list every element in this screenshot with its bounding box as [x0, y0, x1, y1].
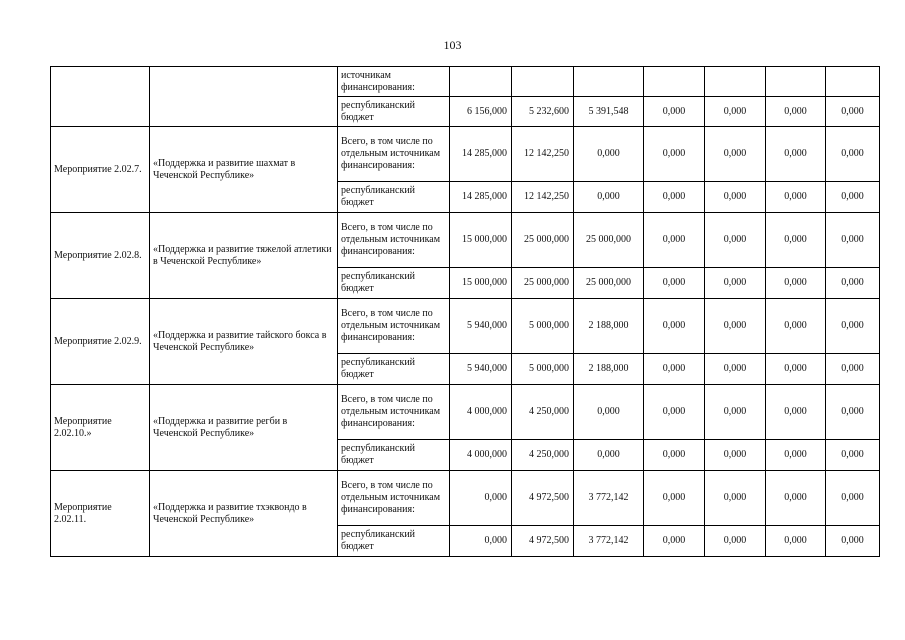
event-title: «Поддержка и развитие тяжелой атлетики в Чеченской Республике»: [150, 213, 338, 299]
amount-cell: 0,000: [705, 526, 766, 557]
amount-cell: 0,000: [766, 268, 826, 299]
amount-cell: 0,000: [766, 299, 826, 354]
amount-cell: [705, 67, 766, 97]
amount-cell: 12 142,250: [512, 127, 574, 182]
amount-cell: 0,000: [644, 127, 705, 182]
page-number: 103: [443, 38, 462, 52]
amount-cell: 14 285,000: [450, 182, 512, 213]
event-title: «Поддержка и развитие регби в Чеченской Республике»: [150, 385, 338, 471]
amount-cell: 0,000: [705, 440, 766, 471]
funding-source: Всего, в том числе по отдельным источникам финансирования:: [338, 213, 450, 268]
funding-source: республиканский бюджет: [338, 526, 450, 557]
funding-source: Всего, в том числе по отдельным источникам финансирования:: [338, 385, 450, 440]
amount-cell: 6 156,000: [450, 97, 512, 127]
amount-cell: 0,000: [705, 127, 766, 182]
amount-cell: 25 000,000: [574, 213, 644, 268]
amount-cell: 0,000: [705, 354, 766, 385]
amount-cell: 15 000,000: [450, 213, 512, 268]
funding-source: республиканский бюджет: [338, 354, 450, 385]
event-id: Мероприятие 2.02.8.: [51, 213, 150, 299]
amount-cell: 0,000: [574, 385, 644, 440]
table-row: [51, 385, 880, 440]
budget-table: [50, 66, 880, 557]
amount-cell: 0,000: [705, 471, 766, 526]
amount-cell: 2 188,000: [574, 354, 644, 385]
funding-source: республиканский бюджет: [338, 268, 450, 299]
amount-cell: 0,000: [644, 299, 705, 354]
amount-cell: 12 142,250: [512, 182, 574, 213]
amount-cell: 0,000: [826, 471, 880, 526]
amount-cell: 0,000: [766, 97, 826, 127]
amount-cell: 3 772,142: [574, 471, 644, 526]
funding-source: республиканский бюджет: [338, 440, 450, 471]
amount-cell: 5 232,600: [512, 97, 574, 127]
amount-cell: 0,000: [826, 385, 880, 440]
funding-source: Всего, в том числе по отдельным источникам финансирования:: [338, 471, 450, 526]
amount-cell: 0,000: [644, 440, 705, 471]
amount-cell: 25 000,000: [574, 268, 644, 299]
table-row: [51, 471, 880, 526]
amount-cell: 0,000: [644, 526, 705, 557]
amount-cell: 0,000: [705, 182, 766, 213]
funding-source: республиканский бюджет: [338, 182, 450, 213]
amount-cell: 0,000: [766, 471, 826, 526]
amount-cell: [574, 67, 644, 97]
amount-cell: 0,000: [644, 385, 705, 440]
amount-cell: 0,000: [450, 471, 512, 526]
amount-cell: 0,000: [644, 97, 705, 127]
amount-cell: 4 972,500: [512, 526, 574, 557]
amount-cell: 5 391,548: [574, 97, 644, 127]
amount-cell: 4 000,000: [450, 385, 512, 440]
amount-cell: 0,000: [826, 97, 880, 127]
event-id: Мероприятие 2.02.7.: [51, 127, 150, 213]
funding-source: Всего, в том числе по отдельным источникам финансирования:: [338, 299, 450, 354]
amount-cell: 5 940,000: [450, 299, 512, 354]
funding-source: республиканский бюджет: [338, 97, 450, 127]
amount-cell: 0,000: [826, 526, 880, 557]
amount-cell: [826, 67, 880, 97]
amount-cell: [766, 67, 826, 97]
event-title-cell: [150, 67, 338, 127]
amount-cell: 0,000: [644, 182, 705, 213]
amount-cell: 0,000: [826, 440, 880, 471]
amount-cell: 0,000: [826, 213, 880, 268]
amount-cell: 0,000: [574, 182, 644, 213]
amount-cell: 4 250,000: [512, 440, 574, 471]
event-title: «Поддержка и развитие шахмат в Чеченской Республике»: [150, 127, 338, 213]
amount-cell: 4 250,000: [512, 385, 574, 440]
amount-cell: 0,000: [574, 440, 644, 471]
amount-cell: 0,000: [644, 213, 705, 268]
amount-cell: 0,000: [826, 127, 880, 182]
amount-cell: 0,000: [705, 268, 766, 299]
table-row: [51, 299, 880, 354]
amount-cell: 2 188,000: [574, 299, 644, 354]
event-title: «Поддержка и развитие тхэквондо в Чеченской Республике»: [150, 471, 338, 557]
amount-cell: 0,000: [826, 268, 880, 299]
amount-cell: [450, 67, 512, 97]
amount-cell: 0,000: [450, 526, 512, 557]
amount-cell: 0,000: [826, 354, 880, 385]
amount-cell: 5 000,000: [512, 299, 574, 354]
amount-cell: 0,000: [766, 127, 826, 182]
table-row: [51, 67, 880, 97]
amount-cell: 5 940,000: [450, 354, 512, 385]
amount-cell: 0,000: [766, 354, 826, 385]
amount-cell: 0,000: [766, 385, 826, 440]
event-id: Мероприятие 2.02.11.: [51, 471, 150, 557]
amount-cell: 0,000: [644, 471, 705, 526]
amount-cell: 5 000,000: [512, 354, 574, 385]
amount-cell: 15 000,000: [450, 268, 512, 299]
event-id: Мероприятие 2.02.9.: [51, 299, 150, 385]
amount-cell: 0,000: [766, 440, 826, 471]
funding-source: Всего, в том числе по отдельным источникам финансирования:: [338, 127, 450, 182]
amount-cell: 4 000,000: [450, 440, 512, 471]
amount-cell: 0,000: [705, 299, 766, 354]
amount-cell: 0,000: [826, 182, 880, 213]
amount-cell: 0,000: [705, 213, 766, 268]
amount-cell: 0,000: [705, 97, 766, 127]
event-id-cell: [51, 67, 150, 127]
funding-source: источникам финансирования:: [338, 67, 450, 97]
amount-cell: 0,000: [574, 127, 644, 182]
amount-cell: 0,000: [766, 182, 826, 213]
amount-cell: 3 772,142: [574, 526, 644, 557]
amount-cell: [512, 67, 574, 97]
amount-cell: 0,000: [766, 526, 826, 557]
amount-cell: 0,000: [644, 268, 705, 299]
amount-cell: 25 000,000: [512, 268, 574, 299]
amount-cell: 0,000: [826, 299, 880, 354]
amount-cell: 25 000,000: [512, 213, 574, 268]
amount-cell: [644, 67, 705, 97]
table-row: [51, 127, 880, 182]
event-title: «Поддержка и развитие тайского бокса в Чеченской Республике»: [150, 299, 338, 385]
amount-cell: 4 972,500: [512, 471, 574, 526]
table-row: [51, 213, 880, 268]
amount-cell: 0,000: [705, 385, 766, 440]
event-id: Мероприятие 2.02.10.»: [51, 385, 150, 471]
amount-cell: 14 285,000: [450, 127, 512, 182]
amount-cell: 0,000: [644, 354, 705, 385]
amount-cell: 0,000: [766, 213, 826, 268]
